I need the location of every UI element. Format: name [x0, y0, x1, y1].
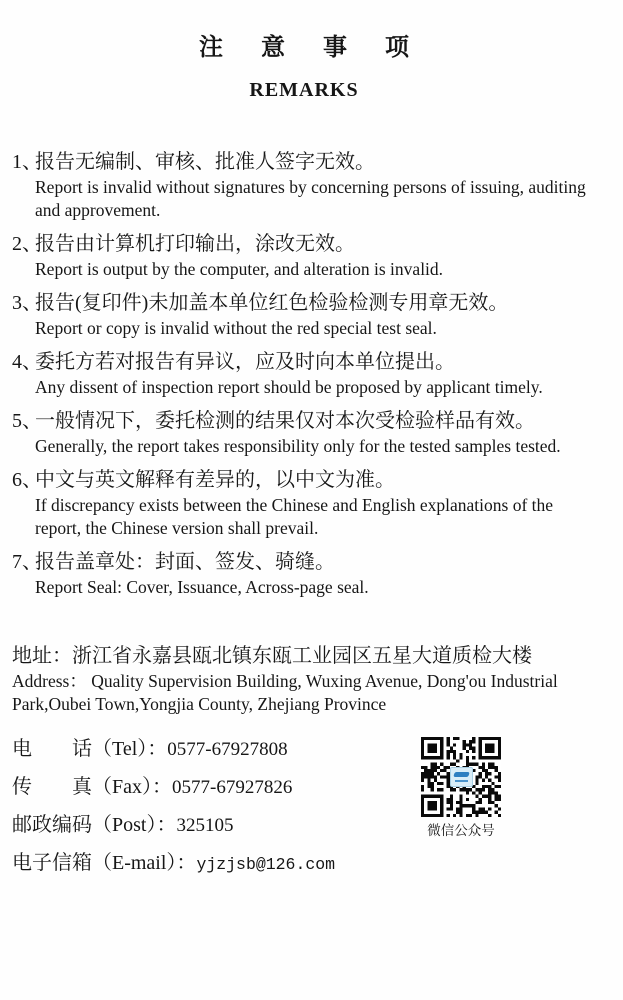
- remark-item-6: [12, 467, 596, 540]
- tel-label: 电 话（Tel）：: [12, 738, 168, 760]
- remark-body: [35, 231, 595, 281]
- contact-row-fax: [12, 774, 596, 800]
- remark-body: [35, 467, 595, 540]
- remark-number: 3、: [12, 292, 42, 314]
- qr-code-icon: [421, 737, 501, 817]
- remark-text-chinese: 报告(复印件)未加盖本单位红色检验检测专用章无效。: [35, 292, 509, 314]
- page-title-chinese: 注意事项: [199, 35, 447, 61]
- address-block: [12, 643, 596, 716]
- contact-row-email: [12, 850, 596, 876]
- contact-row-tel: [12, 736, 596, 762]
- remark-item-1: [12, 149, 596, 222]
- remark-number: 7、: [12, 551, 42, 573]
- remark-number: 2、: [12, 233, 42, 255]
- remark-item-7: [12, 549, 596, 599]
- post-label: 邮政编码（Post）：: [12, 814, 177, 836]
- remark-text-english: Report or copy is invalid without the red special test seal.: [35, 318, 437, 338]
- contact-block: [12, 736, 596, 876]
- page-content: [12, 0, 596, 888]
- remark-number: 5、: [12, 410, 42, 432]
- remark-text-english: Report Seal: Cover, Issuance, Across-page seal.: [35, 577, 369, 597]
- remark-text-english: Report is invalid without signatures by concerning persons of issuing, auditing and approvement.: [35, 177, 586, 220]
- remark-text-chinese: 中文与英文解释有差异的，以中文为准。: [35, 469, 395, 491]
- page-title-english: REMARKS: [249, 79, 359, 101]
- remark-number: 4、: [12, 351, 42, 373]
- remark-body: [35, 549, 595, 599]
- fax-label: 传 真（Fax）：: [12, 776, 172, 798]
- remark-item-3: [12, 290, 596, 340]
- remark-item-5: [12, 408, 596, 458]
- remark-text-english: If discrepancy exists between the Chinese and English explanations of the report, the Chinese version shall prevail.: [35, 495, 554, 538]
- address-chinese: 地址：浙江省永嘉县瓯北镇东瓯工业园区五星大道质检大楼: [12, 645, 532, 667]
- remark-body: [35, 349, 595, 399]
- remark-text-chinese: 报告盖章处：封面、签发、骑缝。: [35, 551, 335, 573]
- remark-number: 1、: [12, 151, 42, 173]
- wechat-qr-label: 微信公众号: [427, 823, 495, 838]
- remark-item-4: [12, 349, 596, 399]
- remark-item-2: [12, 231, 596, 281]
- address-english: Address： Quality Supervision Building, Wuxing Avenue, Dong'ou Industrial Park,Oubei Town,Yongjia County, Zhejiang Province: [12, 671, 558, 714]
- email-label: 电子信箱（E-mail）：: [12, 852, 197, 874]
- remark-text-english: Any dissent of inspection report should be proposed by applicant timely.: [35, 377, 543, 397]
- wechat-qr-block: [421, 737, 501, 839]
- post-value: 325105: [176, 815, 234, 836]
- remark-text-chinese: 一般情况下，委托检测的结果仅对本次受检验样品有效。: [35, 410, 535, 432]
- tel-value: 0577-67927808: [167, 739, 288, 760]
- remark-text-english: Generally, the report takes responsibility only for the tested samples tested.: [35, 436, 561, 456]
- remark-number: 6、: [12, 469, 42, 491]
- remark-text-chinese: 报告由计算机打印输出，涂改无效。: [35, 233, 355, 255]
- remark-text-english: Report is output by the computer, and alteration is invalid.: [35, 259, 444, 279]
- email-value: yjzjsb@126.com: [196, 855, 336, 874]
- remark-text-chinese: 报告无编制、审核、批准人签字无效。: [35, 151, 375, 173]
- remark-body: [35, 408, 595, 458]
- remark-body: [35, 290, 595, 340]
- qr-center-logo: [450, 767, 473, 787]
- remarks-list: [12, 149, 596, 599]
- fax-value: 0577-67927826: [172, 777, 293, 798]
- remark-body: [35, 149, 595, 222]
- contact-row-post: [12, 812, 596, 838]
- remark-text-chinese: 委托方若对报告有异议，应及时向本单位提出。: [35, 351, 455, 373]
